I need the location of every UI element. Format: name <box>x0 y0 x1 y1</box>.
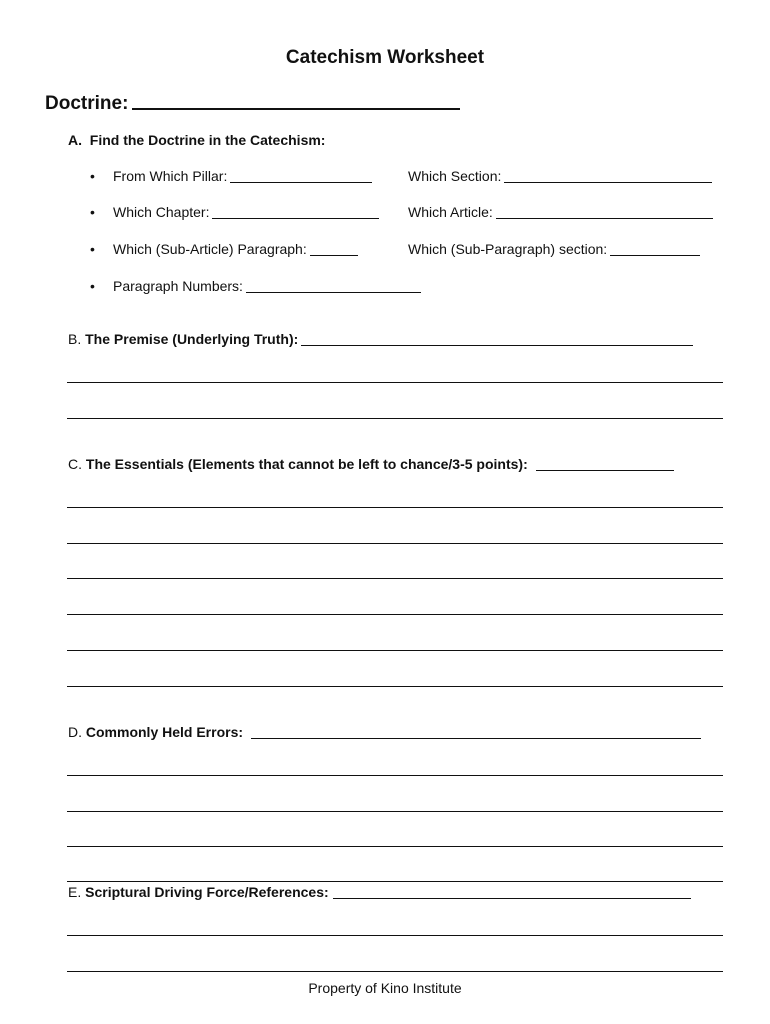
section-d-heading <box>68 724 701 740</box>
bullet-icon: • <box>90 241 95 257</box>
answer-line[interactable] <box>67 811 723 812</box>
page-footer: Property of Kino Institute <box>308 980 462 996</box>
answer-line[interactable] <box>67 578 723 579</box>
answer-line[interactable] <box>67 507 723 508</box>
section-b-heading <box>68 331 693 347</box>
section-c-title: The Essentials (Elements that cannot be left to chance/3-5 points): <box>85 456 528 472</box>
doctrine-blank[interactable] <box>132 90 460 110</box>
section-c-blank[interactable] <box>536 456 674 471</box>
field-chapter <box>113 204 379 220</box>
answer-line[interactable] <box>67 935 723 936</box>
section-b-letter: B. <box>68 331 82 347</box>
section-c-heading <box>68 456 674 472</box>
answer-line[interactable] <box>67 650 723 651</box>
section-e-letter: E. <box>68 884 82 900</box>
answer-line[interactable] <box>67 775 723 776</box>
field-chapter-label: Which Chapter: <box>113 204 210 220</box>
answer-line[interactable] <box>67 971 723 972</box>
section-a-heading <box>68 132 325 148</box>
field-article <box>408 204 713 220</box>
bullet-icon: • <box>90 204 95 220</box>
answer-line[interactable] <box>67 382 723 383</box>
doctrine-label: Doctrine: <box>45 93 129 114</box>
section-d-blank[interactable] <box>251 724 701 739</box>
section-c-letter: C. <box>68 456 82 472</box>
field-sub-paragraph-blank[interactable] <box>610 241 700 256</box>
bullet-icon: • <box>90 168 95 184</box>
answer-line[interactable] <box>67 418 723 419</box>
section-e-title: Scriptural Driving Force/References: <box>85 884 329 900</box>
field-sub-paragraph <box>408 241 700 257</box>
section-a-letter: A. <box>68 132 82 148</box>
page-title: Catechism Worksheet <box>285 47 485 68</box>
field-section-blank[interactable] <box>504 168 712 183</box>
section-b-blank[interactable] <box>301 331 693 346</box>
section-d-letter: D. <box>68 724 82 740</box>
section-b-title: The Premise (Underlying Truth): <box>85 331 299 347</box>
field-pillar-label: From Which Pillar: <box>113 168 228 184</box>
field-article-blank[interactable] <box>496 204 713 219</box>
doctrine-line <box>45 90 460 115</box>
field-sub-article-label: Which (Sub-Article) Paragraph: <box>113 241 307 257</box>
bullet-icon: • <box>90 278 95 294</box>
field-chapter-blank[interactable] <box>212 204 379 219</box>
field-sub-article-blank[interactable] <box>310 241 358 256</box>
field-section-label: Which Section: <box>408 168 502 184</box>
answer-line[interactable] <box>67 846 723 847</box>
section-e-blank[interactable] <box>333 884 691 899</box>
field-article-label: Which Article: <box>408 204 493 220</box>
answer-line[interactable] <box>67 686 723 687</box>
answer-line[interactable] <box>67 881 723 882</box>
field-paragraph-numbers-blank[interactable] <box>246 278 421 293</box>
field-sub-paragraph-label: Which (Sub-Paragraph) section: <box>408 241 608 257</box>
section-e-heading <box>68 884 691 900</box>
field-section <box>408 168 712 184</box>
section-d-title: Commonly Held Errors: <box>85 724 244 740</box>
field-pillar-blank[interactable] <box>230 168 372 183</box>
field-sub-article <box>113 241 358 257</box>
field-paragraph-numbers-label: Paragraph Numbers: <box>113 278 243 294</box>
answer-line[interactable] <box>67 614 723 615</box>
field-pillar <box>113 168 372 184</box>
section-a-title: Find the Doctrine in the Catechism: <box>89 132 326 148</box>
answer-line[interactable] <box>67 543 723 544</box>
field-paragraph-numbers <box>113 278 421 294</box>
